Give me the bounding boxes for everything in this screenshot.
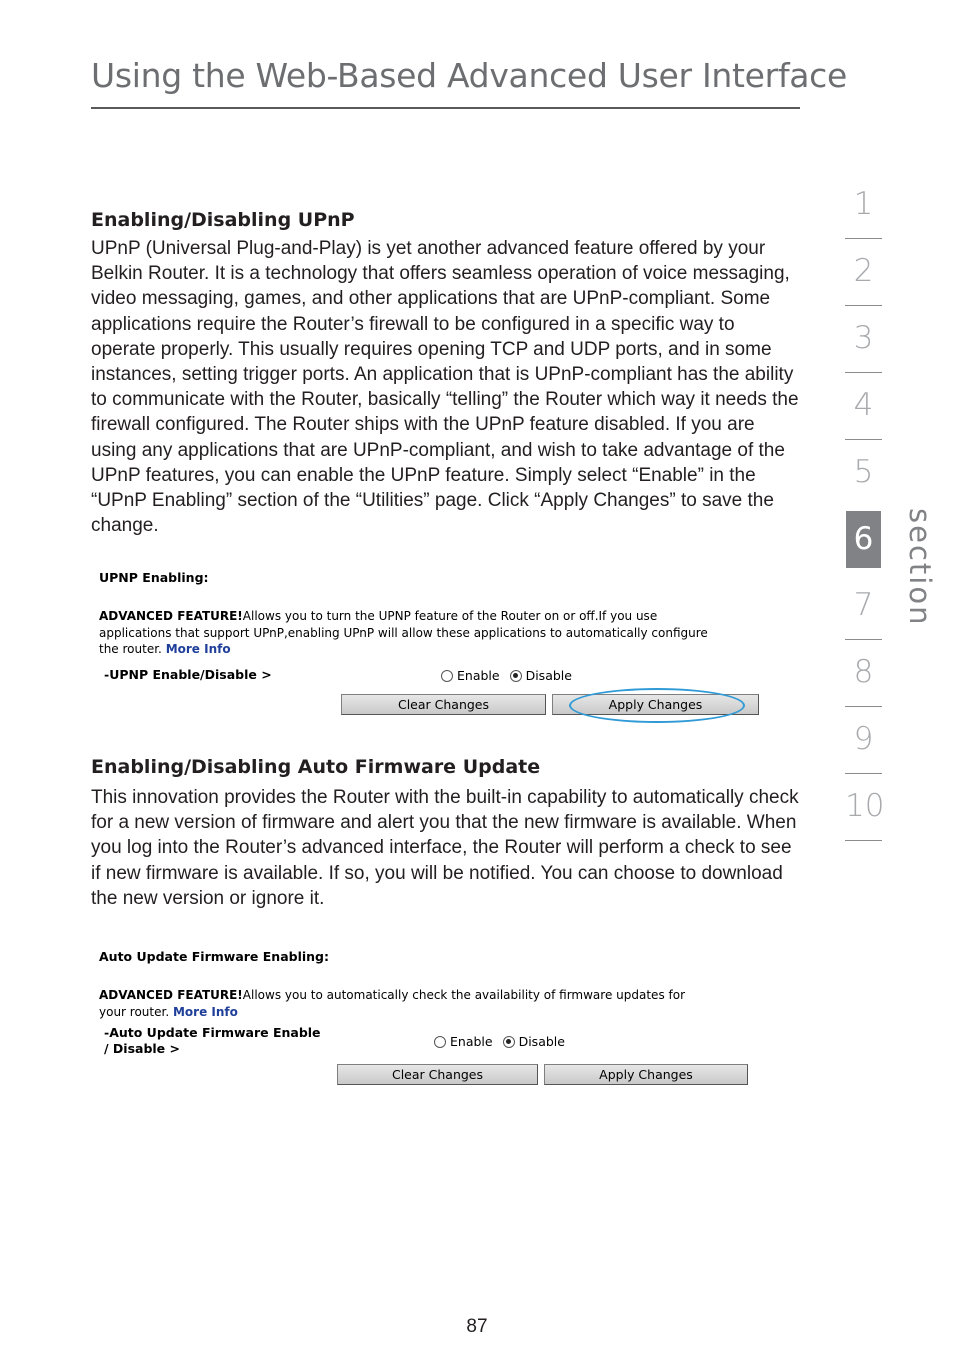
upnp-field-label: -UPNP Enable/Disable > <box>104 667 272 682</box>
firmware-field-label <box>104 1025 321 1057</box>
section-nav-divider <box>845 773 882 774</box>
firmware-shot-description <box>99 987 685 1020</box>
upnp-desc-line3: the router. <box>99 642 162 656</box>
firmware-advanced-label: ADVANCED FEATURE! <box>99 988 243 1002</box>
header-divider <box>91 107 800 109</box>
upnp-radio-group <box>441 668 582 683</box>
firmware-field-label-line2: / Disable > <box>104 1041 180 1056</box>
section-label: section <box>903 508 937 627</box>
upnp-shot-title: UPNP Enabling: <box>99 570 209 585</box>
section-nav-6: 6 <box>853 521 874 557</box>
firmware-enable-radio[interactable] <box>434 1036 446 1048</box>
firmware-more-info-link[interactable]: More Info <box>172 1004 238 1019</box>
upnp-clear-changes-button[interactable]: Clear Changes <box>341 694 546 715</box>
section-nav-8: 8 <box>853 654 874 690</box>
section-nav-2: 2 <box>853 253 874 289</box>
section-nav-7: 7 <box>853 587 874 623</box>
section-nav-divider <box>845 639 882 640</box>
upnp-desc-line1: Allows you to turn the UPNP feature of the Router on or off.If you use <box>242 609 658 623</box>
firmware-desc-line1: Allows you to automatically check the availability of firmware updates for <box>242 988 686 1002</box>
section-nav-divider <box>845 706 882 707</box>
section-nav-10: 10 <box>845 788 885 824</box>
firmware-disable-label: Disable <box>518 1034 565 1049</box>
firmware-heading: Enabling/Disabling Auto Firmware Update <box>91 756 541 778</box>
upnp-body: UPnP (Universal Plug-and-Play) is yet another advanced feature offered by your Belkin Router. It is a technology that offers seamless operation of voice messaging, video messaging, games, and other applications that are UPnP-compliant. Some applications require the Router’s firewall to be configured in a specific way to operate properly. This usually requires opening TCP and UDP ports, and in some instances, setting trigger ports. An application that is UPnP-compliant has the ability to communicate with the Router, basically “telling” the Router which way it needs the firewall configured. The Router ships with the UPnP feature disabled. If you are using any applications that are UPnP-compliant, and wish to take advantage of the UPnP features, you can enable the UPnP feature. Simply select “Enable” in the “UPnP Enabling” section of the “Utilities” page. Click “Apply Changes” to save the change. <box>91 238 799 537</box>
upnp-enable-radio[interactable] <box>441 670 453 682</box>
upnp-desc-line2: applications that support UPnP,enabling UPnP will allow these applications to automatically configure <box>99 625 708 640</box>
section-nav-divider <box>845 305 882 306</box>
firmware-radio-group <box>434 1034 575 1049</box>
firmware-shot-title: Auto Update Firmware Enabling: <box>99 949 329 964</box>
section-nav-divider <box>845 840 882 841</box>
firmware-apply-changes-button[interactable]: Apply Changes <box>544 1064 748 1085</box>
page-title: Using the Web-Based Advanced User Interface <box>91 56 848 95</box>
section-nav-divider <box>845 439 882 440</box>
upnp-enable-label: Enable <box>457 668 500 683</box>
firmware-field-label-line1: -Auto Update Firmware Enable <box>104 1025 321 1040</box>
firmware-enable-label: Enable <box>450 1034 493 1049</box>
section-nav-divider <box>845 372 882 373</box>
upnp-more-info-link[interactable]: More Info <box>165 642 231 656</box>
section-nav-divider <box>845 238 882 239</box>
upnp-disable-radio[interactable] <box>510 670 522 682</box>
section-nav-3: 3 <box>853 320 874 356</box>
firmware-disable-radio[interactable] <box>503 1036 515 1048</box>
section-nav-5: 5 <box>853 454 874 490</box>
firmware-body: This innovation provides the Router with the built-in capability to automatically check for a new version of firmware and alert you that the new firmware is available. When you log into the Router’s advanced interface, the Router will perform a check to see if new firmware is available. If so, you will be notified. You can choose to download the new version or ignore it. <box>91 787 799 909</box>
firmware-clear-changes-button[interactable]: Clear Changes <box>337 1064 538 1085</box>
upnp-heading: Enabling/Disabling UPnP <box>91 209 355 231</box>
page-number: 87 <box>466 1316 488 1337</box>
upnp-apply-changes-button[interactable]: Apply Changes <box>552 694 759 715</box>
section-nav-1: 1 <box>853 186 874 222</box>
section-nav-4: 4 <box>853 387 874 423</box>
apply-highlight-circle <box>569 688 745 723</box>
upnp-disable-label: Disable <box>525 668 572 683</box>
upnp-shot-description <box>99 608 708 658</box>
firmware-desc-line2: your router. <box>99 1004 170 1019</box>
section-nav-9: 9 <box>853 721 874 757</box>
upnp-advanced-label: ADVANCED FEATURE! <box>99 609 243 623</box>
section-nav-6-active <box>846 511 881 568</box>
